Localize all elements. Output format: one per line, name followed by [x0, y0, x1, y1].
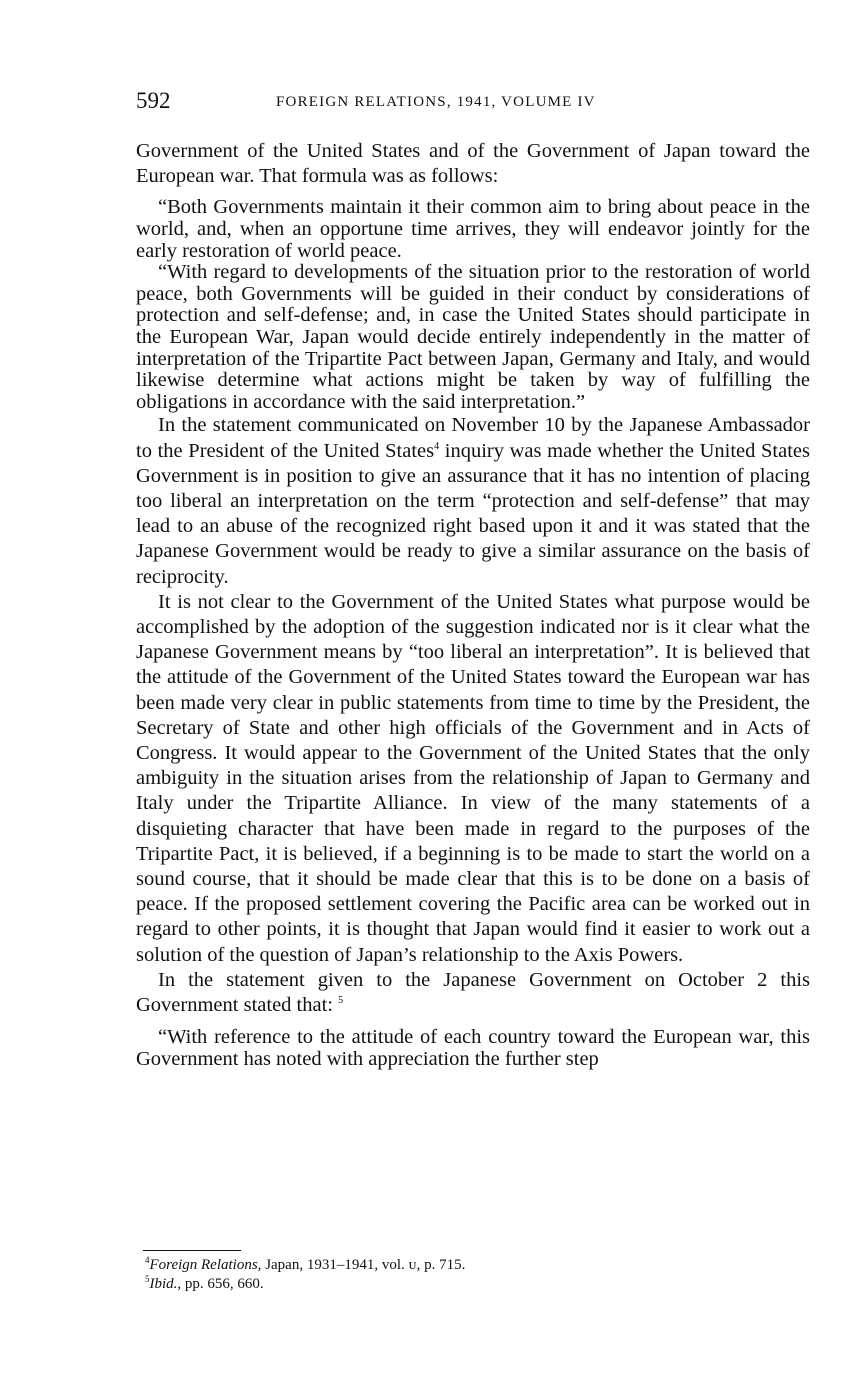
footnote-text: Japan, 1931–1941, vol. ᴜ, p. 715. [261, 1257, 466, 1273]
paragraph-october-statement [136, 968, 810, 1018]
paragraph-response: It is not clear to the Government of the United States what purpose would be accomplished by the adoption of the suggestion indicated nor is it clear what the Japanese Government means by “too liberal an interpretation”. It is believed that the attitude of the Government of the United States toward the European war has been made very clear in public statements from time to time by the President, the Secretary of State and other high officials of the Government and in Acts of Congress. It would appear to the Government of the United States that the only ambiguity in the situation arises from the relationship of Japan to Germany and Italy under the Tripartite Alliance. In view of the many statements of a disquieting character that have been made in regard to the purposes of the Tripartite Pact, it is believed, if a beginning is to be made to start the world on a sound course, that it should be made clear that this is to be done on a basis of peace. If the proposed settlement covering the Pacific area can be worked out in regard to other points, it is thought that Japan would find it easier to work out a solution of the question of Japan’s relationship to the Axis Powers. [136, 590, 810, 966]
footnote-mark: 4 [145, 1255, 150, 1265]
paragraph-continuation: Government of the United States and of the Government of Japan toward the European war. That formula was as follows: [136, 140, 810, 188]
paragraph-text: In the statement given to the Japanese Government on October 2 this Government stated that: [136, 968, 810, 1017]
paragraph-november-statement [136, 413, 810, 589]
footnote-reference[interactable]: 4 [434, 440, 440, 452]
footnote-mark: 5 [145, 1274, 150, 1284]
quote-paragraph: “With reference to the attitude of each country toward the European war, this Government has noted with appreciation the further step [136, 1026, 810, 1070]
block-quote-formula [136, 197, 810, 413]
quote-paragraph: “Both Governments maintain it their common aim to bring about peace in the world, and, when an opportune time arrives, they will endeavor jointly for the early restoration of world peace. [136, 196, 810, 262]
footnote [145, 1256, 745, 1275]
footnote-reference[interactable]: 5 [338, 995, 344, 1007]
block-quote-october [136, 1027, 810, 1070]
footnote-text: pp. 656, 660. [181, 1276, 264, 1292]
footnote-source-title: Foreign Relations, [149, 1257, 262, 1273]
paragraph-text: In the statement communicated on November 10 by the Japanese Ambassador to the President of the United States [136, 414, 810, 462]
page-number: 592 [136, 88, 171, 113]
footnote-source-title: Ibid., [149, 1276, 182, 1292]
paragraph-text: inquiry was made whether the United States Government is in position to give an assurance that it has no intention of placing too liberal an interpretation on the term “protection and self-defense” that may lead to an abuse of the recognized right based upon it and it was stated that the Japanese Government would be ready to give a similar assurance on the basis of reciprocity. [136, 439, 810, 588]
body-text [136, 139, 810, 1070]
running-head: FOREIGN RELATIONS, 1941, VOLUME IV [276, 94, 596, 110]
footnote [145, 1275, 745, 1294]
quote-paragraph: “With regard to developments of the situation prior to the restoration of world peace, both Governments will be guided in their conduct by considerations of protection and self-defense; and, in case the United States should participate in the European War, Japan would decide entirely independently in the matter of interpretation of the Tripartite Pact between Japan, Germany and Italy, and would likewise determine what actions might be taken by way of fulfilling the obligations in accordance with the said interpretation.” [136, 261, 810, 413]
page-header [136, 88, 812, 122]
footnote-divider [143, 1250, 241, 1251]
footnotes [145, 1256, 745, 1294]
